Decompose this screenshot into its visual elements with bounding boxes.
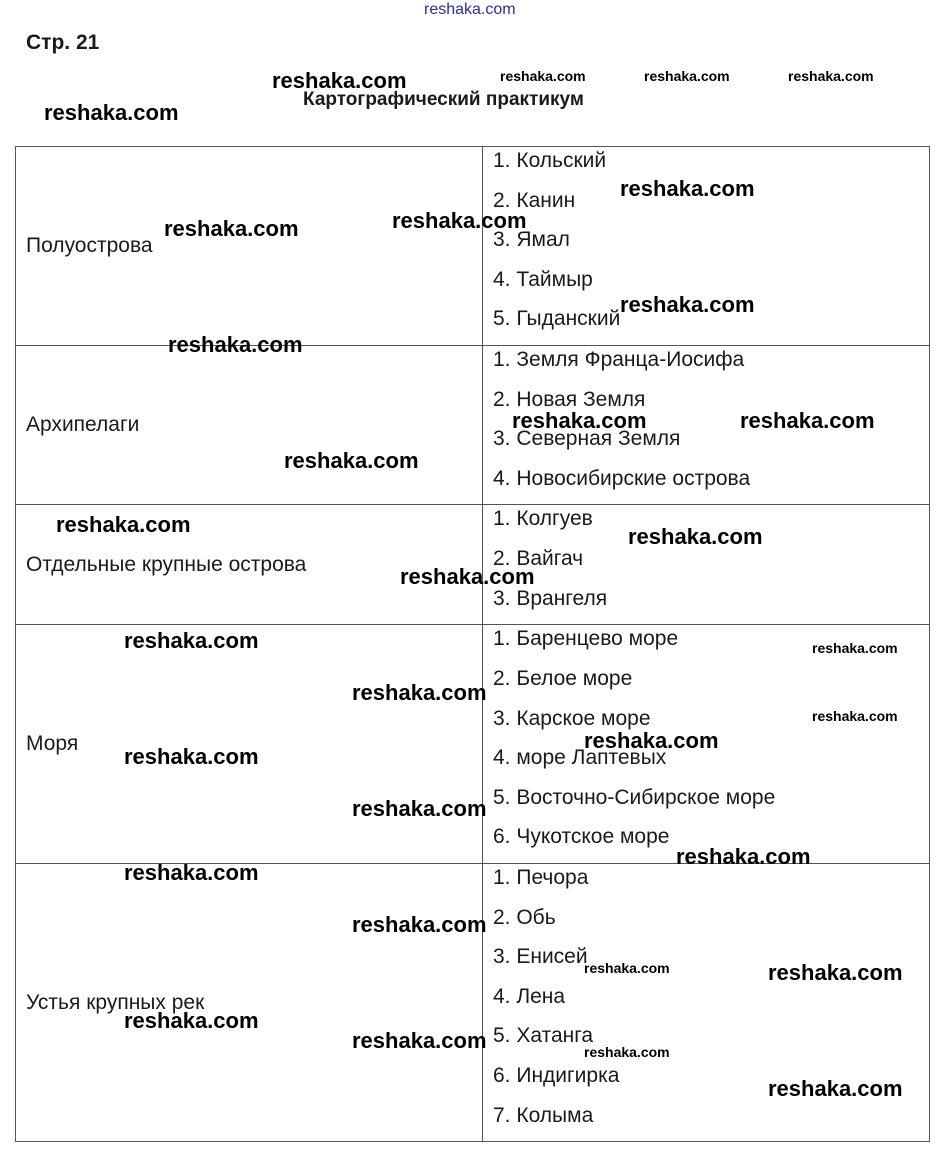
watermark: reshaka.com [584, 960, 670, 976]
list-item: 1. Баренцево море [493, 627, 679, 651]
watermark: reshaka.com [164, 216, 299, 241]
watermark: reshaka.com [352, 680, 487, 705]
watermark: reshaka.com [620, 176, 755, 201]
category-label: Устья крупных рек [26, 990, 205, 1014]
watermark: reshaka.com [620, 292, 755, 317]
watermark: reshaka.com [512, 408, 647, 433]
watermark: reshaka.com [124, 860, 259, 885]
watermark: reshaka.com [352, 796, 487, 821]
watermark: reshaka.com [788, 68, 874, 84]
list-item: 2. Обь [493, 905, 556, 929]
watermark: reshaka.com [584, 728, 719, 753]
watermark: reshaka.com [272, 68, 407, 93]
list-item: 1. Земля Франца-Иосифа [493, 348, 745, 371]
watermark: reshaka.com [352, 1028, 487, 1053]
list-item: 2. Вайгач [493, 546, 584, 570]
list-item: 5. Хатанга [493, 1024, 594, 1048]
watermark: reshaka.com [168, 332, 303, 357]
watermark: reshaka.com [400, 564, 535, 589]
watermark: reshaka.com [768, 1076, 903, 1101]
watermark: reshaka.com [628, 524, 763, 549]
list-item: 3. Ямал [493, 228, 570, 252]
category-cell [16, 346, 483, 505]
list-item: 2. Канин [493, 188, 576, 212]
watermark: reshaka.com [392, 208, 527, 233]
watermark: reshaka.com [812, 640, 898, 656]
category-label: Архипелаги [26, 413, 140, 437]
watermark: reshaka.com [352, 912, 487, 937]
watermark: reshaka.com [812, 708, 898, 724]
items-cell [483, 505, 930, 625]
list-item: 3. Северная Земля [493, 427, 681, 451]
list-item: 3. Карское море [493, 706, 651, 730]
list-item: 2. Белое море [493, 666, 633, 690]
list-item: 1. Печора [493, 865, 589, 889]
list-item: 6. Индигирка [493, 1063, 620, 1087]
page-title: Картографический практикум [303, 89, 584, 110]
watermark: reshaka.com [284, 448, 419, 473]
top-watermark: reshaka.com [424, 1, 516, 18]
category-cell [16, 147, 483, 346]
watermark: reshaka.com [584, 1044, 670, 1060]
watermark: reshaka.com [124, 1008, 259, 1033]
category-label: Полуострова [26, 234, 153, 257]
list-item: 4. Новосибирские острова [493, 466, 751, 490]
list-item: 7. Колыма [493, 1103, 594, 1127]
list-item: 1. Кольский [493, 149, 607, 172]
table-row-peninsulas [16, 147, 930, 346]
watermark: reshaka.com [740, 408, 875, 433]
watermark: reshaka.com [56, 512, 191, 537]
watermark: reshaka.com [500, 68, 586, 84]
list-item: 6. Чукотское море [493, 825, 670, 849]
category-label: Моря [26, 732, 79, 756]
list-item: 1. Колгуев [493, 507, 593, 531]
watermark: reshaka.com [44, 100, 179, 125]
watermark: reshaka.com [676, 844, 811, 869]
list-item: 4. Лена [493, 984, 566, 1008]
category-cell [16, 863, 483, 1141]
list-item: 3. Врангеля [493, 586, 608, 610]
watermark: reshaka.com [124, 744, 259, 769]
watermark: reshaka.com [768, 960, 903, 985]
list-item: 4. Таймыр [493, 267, 593, 291]
list-item: 3. Енисей [493, 945, 588, 969]
page-number: Стр. 21 [26, 31, 100, 54]
category-label: Отдельные крупные острова [26, 552, 307, 576]
list-item: 5. Гыданский [493, 307, 621, 331]
list-item: 4. море Лаптевых [493, 746, 667, 770]
watermark: reshaka.com [124, 628, 259, 653]
watermark: reshaka.com [644, 68, 730, 84]
list-item: 2. Новая Земля [493, 387, 646, 411]
list-item: 5. Восточно-Сибирское море [493, 785, 776, 809]
